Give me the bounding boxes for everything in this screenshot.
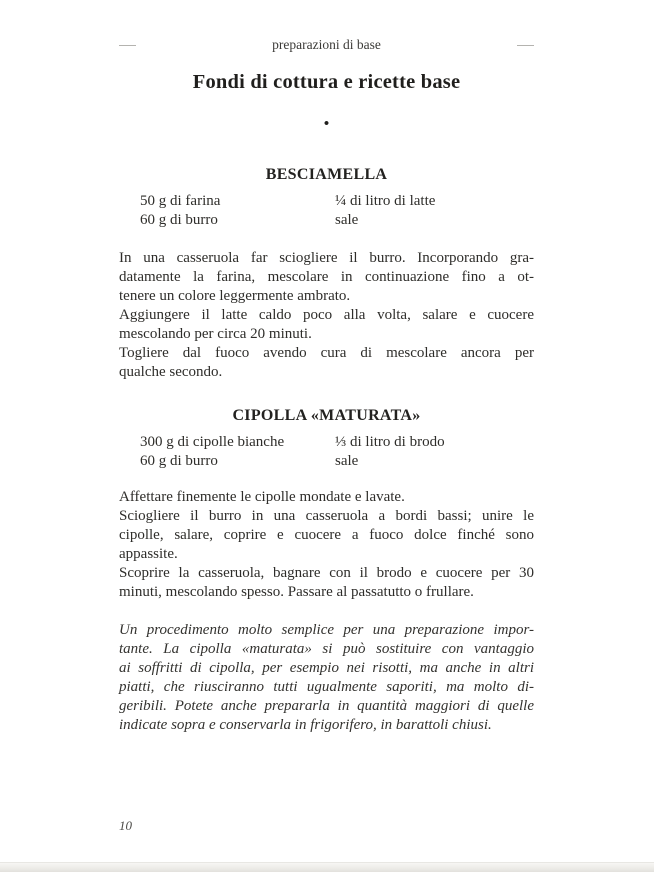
instruction-line: tenere un colore leggermente ambrato.: [119, 288, 351, 304]
note-line: Un procedimento molto semplice per una preparazione impor-: [119, 622, 534, 638]
recipe-instructions: [119, 488, 534, 602]
instruction-line: mescolando per circa 20 minuti.: [119, 326, 312, 342]
header-dash-left-icon: [119, 45, 136, 46]
instruction-line: cipolle, salare, coprire e cuocere a fuoco dolce finché sono: [119, 527, 534, 543]
commentary-note: [119, 621, 534, 735]
ingredient-item: 300 g di cipolle bianche: [140, 434, 285, 450]
instruction-line: Togliere dal fuoco avendo cura di mescolare ancora per: [119, 345, 534, 361]
instruction-line: Aggiungere il latte caldo poco alla volta, salare e cuocere: [119, 307, 534, 323]
ingredient-item: ¼ di litro di latte: [335, 193, 436, 209]
note-line: tante. La cipolla «maturata» si può sostituire con vantaggio: [119, 641, 534, 657]
ingredient-item: 60 g di burro: [140, 452, 218, 469]
ingredient-item: 60 g di burro: [140, 211, 218, 228]
ingredients-left-column: [140, 433, 335, 470]
ingredient-item: ⅓ di litro di brodo: [335, 434, 445, 450]
ingredients-right-column: [335, 192, 534, 229]
ingredient-item: sale: [335, 211, 359, 228]
running-head: [119, 37, 534, 53]
instruction-line: In una casseruola far sciogliere il burro. Incorporando gra-: [119, 250, 534, 266]
page-bottom-edge: [0, 862, 654, 872]
running-head-text: preparazioni di base: [272, 37, 381, 52]
recipe-heading-besciamella: BESCIAMELLA: [265, 166, 388, 183]
ingredients-right-column: [335, 433, 534, 470]
instruction-line: minuti, mescolando spesso. Passare al passatutto o frullare.: [119, 584, 474, 600]
ingredient-item: 50 g di farina: [140, 193, 221, 209]
ingredients-table: [119, 433, 534, 470]
section-separator-dot: •: [323, 116, 330, 132]
recipe-heading-cipolla-maturata: CIPOLLA «MATURATA»: [232, 407, 421, 424]
ingredients-left-column: [140, 192, 335, 229]
header-dash-right-icon: [517, 45, 534, 46]
note-line: indicate sopra e conservarla in frigorifero, in barattoli chiusi.: [119, 717, 492, 733]
note-line: piatti, che riusciranno tutti ugualmente saporiti, ma molto di-: [119, 679, 534, 695]
recipe-instructions: [119, 249, 534, 382]
instruction-line: appassite.: [119, 546, 178, 562]
instruction-line: Scoprire la casseruola, bagnare con il brodo e cuocere per 30: [119, 565, 534, 581]
ingredients-table: [119, 192, 534, 229]
note-line: ai soffritti di cipolla, per esempio nei risotti, ma anche in altri: [119, 660, 534, 676]
ingredient-item: sale: [335, 452, 359, 469]
note-line: geribili. Potete anche prepararla in quantità maggiori di quelle: [119, 698, 534, 714]
page-number: 10: [119, 818, 132, 833]
instruction-line: qualche secondo.: [119, 364, 223, 380]
chapter-title: Fondi di cottura e ricette base: [192, 71, 461, 93]
instruction-line: datamente la farina, mescolare in continuazione fino a ot-: [119, 269, 534, 285]
instruction-line: Affettare finemente le cipolle mondate e lavate.: [119, 489, 405, 505]
instruction-line: Sciogliere il burro in una casseruola a bordi bassi; unire le: [119, 508, 534, 524]
